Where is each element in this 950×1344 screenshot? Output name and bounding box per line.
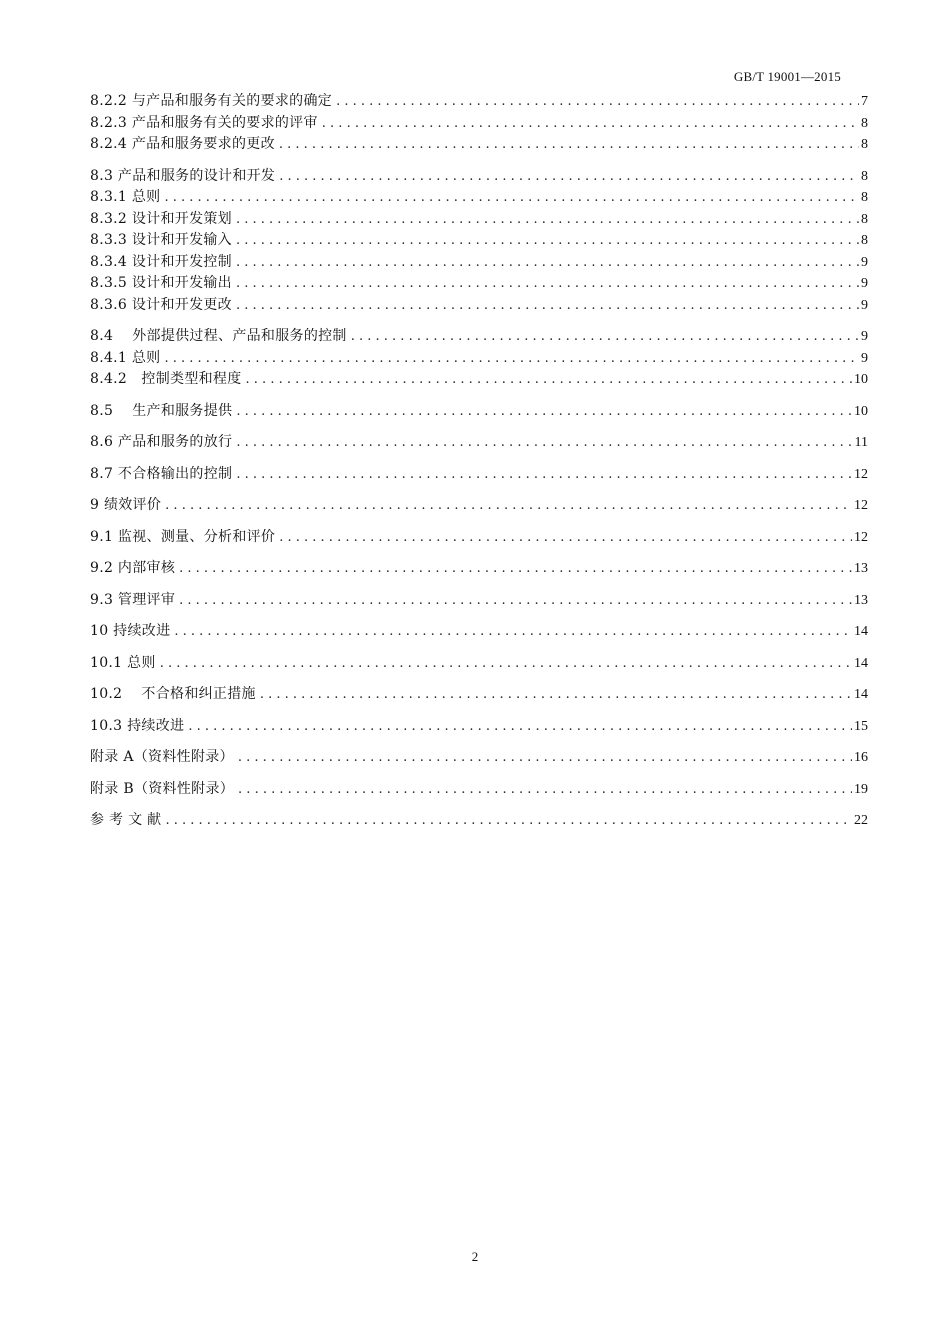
toc-entry-label: 附录 A（资料性附录） (90, 749, 234, 765)
toc-entry-page: 8 (861, 115, 868, 131)
toc-entry-page: 12 (854, 466, 868, 482)
toc-entry-page: 12 (854, 498, 868, 513)
toc-entry-label: 10 持续改进 (90, 623, 171, 639)
toc-entry-label: 10.2 不合格和纠正措施 (90, 686, 256, 702)
toc-entry[interactable] (90, 464, 868, 486)
toc-entry[interactable] (90, 401, 868, 423)
toc-entry-page: 8 (861, 190, 868, 205)
toc-entry-label: 8.3.4 设计和开发控制 (90, 253, 232, 270)
toc-entry[interactable] (90, 621, 868, 643)
toc-entry-label: 8.6 产品和服务的放行 (90, 434, 233, 450)
toc-entry-label: 10.3 持续改进 (90, 717, 185, 734)
toc-leader-dots (246, 369, 852, 391)
toc-entry[interactable] (90, 134, 868, 156)
toc-leader-dots (188, 716, 852, 738)
toc-entry-label: 9.1 监视、测量、分析和评价 (90, 528, 276, 545)
toc-leader-dots (236, 209, 859, 231)
toc-entry[interactable] (90, 230, 868, 252)
toc-leader-dots (236, 252, 859, 274)
toc-entry-page: 14 (854, 655, 868, 671)
toc-entry-label: 8.2.2 与产品和服务有关的要求的确定 (90, 93, 333, 109)
toc-entry-label: 8.4.1 总则 (90, 349, 161, 366)
toc-leader-dots (236, 401, 852, 423)
toc-entry-label: 8.3.6 设计和开发更改 (90, 296, 232, 313)
document-standard-code: GB/T 19001—2015 (733, 69, 841, 84)
toc-entry[interactable] (90, 273, 868, 295)
toc-entry-label: 8.3.2 设计和开发策划 (90, 210, 232, 227)
toc-leader-dots (179, 558, 852, 580)
toc-entry[interactable] (90, 810, 868, 832)
toc-entry-label: 9.2 内部审核 (90, 560, 176, 576)
toc-entry[interactable] (90, 432, 868, 454)
toc-leader-dots (336, 91, 859, 113)
toc-leader-dots (238, 747, 852, 769)
toc-entry-page: 13 (854, 592, 868, 608)
toc-leader-dots (160, 653, 852, 675)
toc-entry-page: 8 (861, 168, 868, 184)
toc-leader-dots (260, 684, 852, 706)
toc-entry-page: 14 (854, 687, 868, 702)
toc-entry-label: 8.2.4 产品和服务要求的更改 (90, 136, 275, 152)
toc-entry-label: 8.7 不合格输出的控制 (90, 465, 233, 482)
toc-entry-page: 8 (861, 211, 868, 227)
toc-entry-page: 12 (854, 529, 868, 545)
toc-entry[interactable] (90, 495, 868, 517)
toc-entry-label: 附录 B（资料性附录） (90, 780, 235, 797)
page-number: 2 (471, 1249, 479, 1264)
toc-entry-page: 9 (861, 276, 868, 291)
toc-leader-dots (238, 779, 852, 801)
toc-entry-page: 8 (861, 137, 868, 152)
toc-entry-page: 19 (854, 781, 868, 797)
toc-entry-page: 10 (854, 403, 868, 419)
toc-entry-page: 22 (854, 813, 868, 828)
toc-entry-page: 8 (861, 233, 868, 248)
toc-leader-dots (236, 273, 859, 295)
toc-entry[interactable] (90, 252, 868, 274)
toc-leader-dots (279, 166, 859, 188)
toc-leader-dots (164, 187, 859, 209)
toc-leader-dots (236, 464, 852, 486)
toc-leader-dots (179, 590, 852, 612)
toc-leader-dots (279, 527, 852, 549)
toc-entry-label: 8.3 产品和服务的设计和开发 (90, 167, 276, 184)
toc-entry[interactable] (90, 166, 868, 188)
table-of-contents (90, 91, 868, 832)
toc-entry-label: 8.5 生产和服务提供 (90, 402, 233, 419)
toc-entry-page: 14 (854, 624, 868, 639)
toc-entry[interactable] (90, 716, 868, 738)
toc-entry[interactable] (90, 209, 868, 231)
toc-entry-page: 9 (861, 329, 868, 344)
toc-leader-dots (236, 230, 859, 252)
toc-entry-label: 8.3.5 设计和开发输出 (90, 275, 232, 291)
toc-entry[interactable] (90, 590, 868, 612)
toc-leader-dots (322, 113, 859, 135)
toc-entry[interactable] (90, 369, 868, 391)
toc-entry[interactable] (90, 684, 868, 706)
toc-leader-dots (164, 348, 859, 370)
toc-entry[interactable] (90, 295, 868, 317)
toc-entry[interactable] (90, 527, 868, 549)
toc-entry-page: 15 (854, 718, 868, 734)
toc-entry-label: 参 考 文 献 (90, 812, 162, 828)
toc-entry[interactable] (90, 326, 868, 348)
toc-entry-page: 10 (854, 372, 868, 387)
toc-entry-label: 9.3 管理评审 (90, 591, 176, 608)
toc-entry-label: 10.1 总则 (90, 654, 156, 671)
toc-leader-dots (351, 326, 859, 348)
toc-leader-dots (279, 134, 859, 156)
toc-leader-dots (236, 432, 852, 454)
toc-entry[interactable] (90, 653, 868, 675)
toc-entry-page: 7 (861, 94, 868, 109)
toc-entry-page: 11 (854, 435, 868, 450)
toc-entry-page: 9 (861, 350, 868, 366)
toc-leader-dots (236, 295, 859, 317)
toc-leader-dots (174, 621, 852, 643)
toc-leader-dots (165, 810, 852, 832)
toc-entry-page: 16 (854, 750, 868, 765)
toc-entry-label: 8.4 外部提供过程、产品和服务的控制 (90, 328, 347, 344)
toc-entry[interactable] (90, 779, 868, 801)
toc-entry[interactable] (90, 91, 868, 113)
toc-entry-label: 8.4.2 控制类型和程度 (90, 371, 242, 387)
toc-entry[interactable] (90, 187, 868, 209)
toc-entry-page: 13 (854, 561, 868, 576)
toc-entry-label: 8.3.1 总则 (90, 189, 161, 205)
toc-entry[interactable] (90, 113, 868, 135)
toc-entry-label: 9 绩效评价 (90, 497, 162, 513)
toc-entry[interactable] (90, 558, 868, 580)
toc-entry[interactable] (90, 348, 868, 370)
toc-entry-label: 8.3.3 设计和开发输入 (90, 232, 232, 248)
toc-entry-page: 9 (861, 254, 868, 270)
toc-entry-page: 9 (861, 297, 868, 313)
toc-entry-label: 8.2.3 产品和服务有关的要求的评审 (90, 114, 318, 131)
toc-entry[interactable] (90, 747, 868, 769)
toc-leader-dots (165, 495, 852, 517)
